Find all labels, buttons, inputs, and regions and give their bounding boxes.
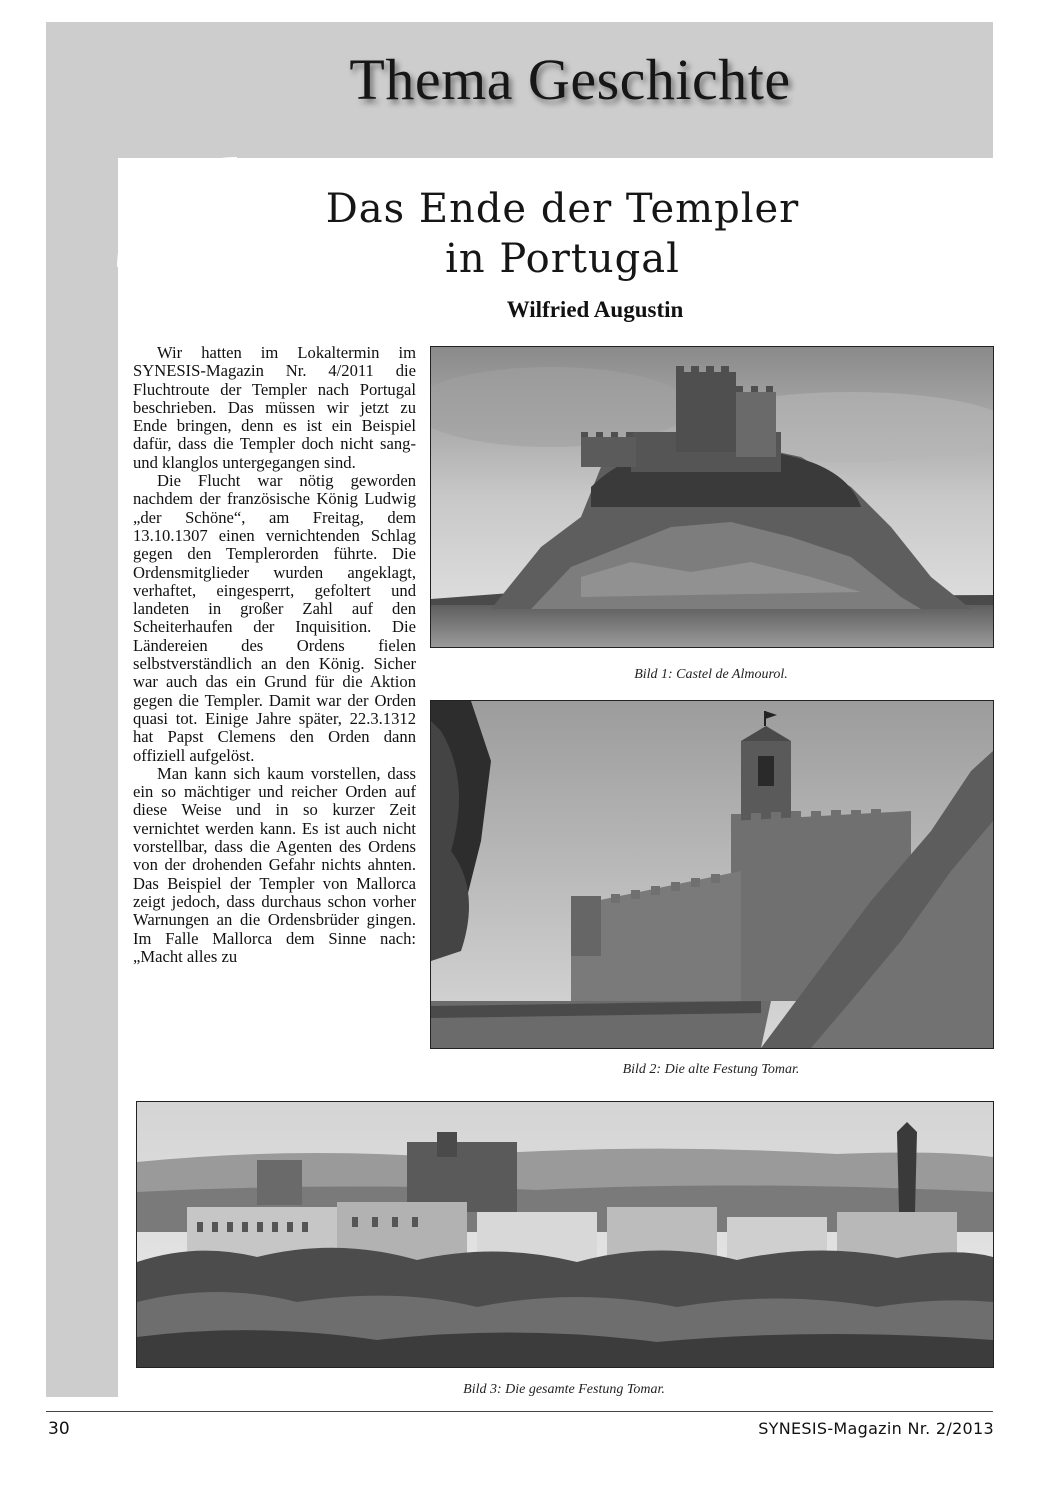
article-body xyxy=(133,344,416,966)
photo-castle-almourol xyxy=(430,346,994,648)
paragraph: Wir hatten im Lokaltermin im SYNESIS-Magazin Nr. 4/2011 die Fluchtroute der Templer nach Portugal beschrieben. Das müssen wir jetzt zu Ende bringen, denn es ist ein Beispiel dafür, dass die Templer doch nicht sang- und klanglos untergegangen sind. xyxy=(133,343,416,472)
footer-rule xyxy=(46,1411,993,1412)
headline-line-2: in Portugal xyxy=(445,236,680,282)
page-number: 30 xyxy=(48,1419,70,1439)
headline-line-1: Das Ende der Templer xyxy=(325,186,800,232)
photo-panorama-tomar xyxy=(136,1101,994,1368)
caption-photo-3: Bild 3: Die gesamte Festung Tomar. xyxy=(463,1382,665,1397)
paragraph: Man kann sich kaum vorstellen, dass ein so mächtiger und reicher Orden auf diese Weise und in so kurzer Zeit vernichtet werden kann. Es ist auch nicht vorstellbar, dass die Agenten des Ordens von der drohenden Gefahr nichts ahnten. Das Beispiel der Templer von Mallorca zeigt jedoch, dass durchaus schon vorher Warnungen an die Ordensbrüder gingen. Im Falle Mallorca dem Sinne nach: „Macht alles zu xyxy=(133,763,416,966)
side-band xyxy=(46,150,118,1397)
author-name: Wilfried Augustin xyxy=(506,297,684,322)
paragraph: Die Flucht war nötig geworden nachdem der französische König Ludwig „der Schöne“, am Freitag, dem 13.10.1307 einen vernichtenden Schlag gegen den Templerorden führte. Die Ordensmitglieder wurden angeklagt, verhaftet, eingesperrt, gefoltert und landeten in großer Zahl auf den Scheiterhaufen der Inquisition. Die Ländereien des Ordens fielen selbstverständlich an den König. Sicher war auch das ein Grund für die Aktion gegen die Templer. Damit war der Orden quasi tot. Einige Jahre später, 22.3.1312 hat Papst Clemens den Orden dann offiziell aufgelöst. xyxy=(133,471,416,765)
article-headline xyxy=(230,184,895,284)
frame-curve xyxy=(117,157,237,267)
photo-fortress-tomar xyxy=(430,700,994,1049)
magazine-footer: SYNESIS-Magazin Nr. 2/2013 xyxy=(758,1419,994,1438)
caption-photo-1: Bild 1: Castel de Almourol. xyxy=(634,667,788,682)
section-title: Thema Geschichte xyxy=(349,47,791,112)
caption-photo-2: Bild 2: Die alte Festung Tomar. xyxy=(622,1062,800,1077)
